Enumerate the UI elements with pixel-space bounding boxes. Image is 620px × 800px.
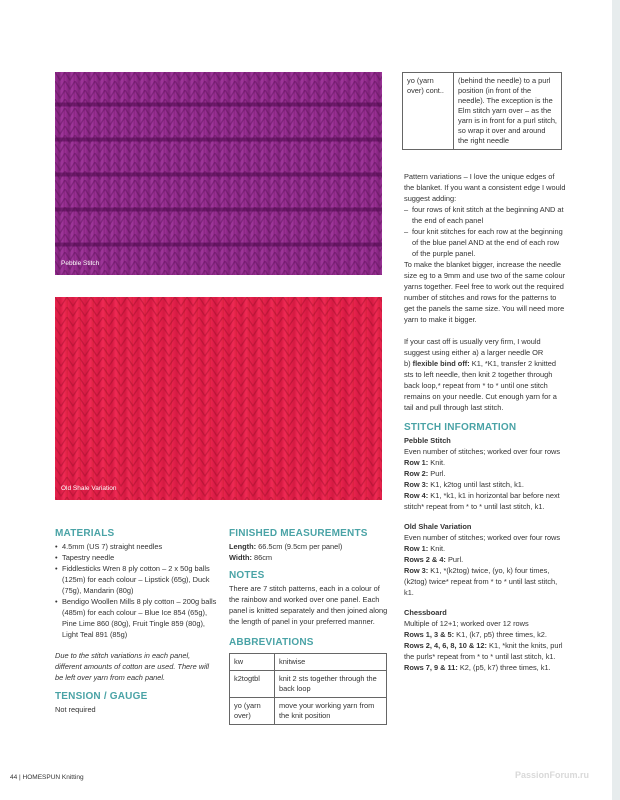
materials-note: Due to the stitch variations in each panel, different amounts of cotton are used. There will be left over yarn from each panel. xyxy=(55,651,210,682)
row-label: Row 2: xyxy=(404,469,429,478)
row-label: Row 1: xyxy=(404,458,429,467)
watermark: PassionForum.ru xyxy=(515,770,590,780)
materials-heading: MATERIALS xyxy=(55,528,115,539)
row-label: Row 3: xyxy=(404,480,429,489)
row-label: Rows 2 & 4: xyxy=(404,555,446,564)
chess-desc: Multiple of 12+1; worked over 12 rows xyxy=(404,619,529,628)
list-item: – four rows of knit stitch at the beginning AND at the end of each panel xyxy=(404,204,566,226)
row-text: Knit. xyxy=(430,458,446,467)
length-value: 66.5cm (9.5cm per panel) xyxy=(258,542,343,551)
chess-row-2 xyxy=(404,640,566,662)
stitch-info-heading: STITCH INFORMATION xyxy=(404,422,517,433)
abbr-term: kw xyxy=(230,654,275,671)
bigger-blanket-text: To make the blanket bigger, increase the needle size eg to a 9mm and use two of the same colour yarns together. Feel free to work out the required number of stitches and rows for the patterns to get the panels the same size. You will need more yarn to make it bigger. xyxy=(404,260,566,324)
materials-list xyxy=(55,541,217,640)
abbr-desc: knitwise xyxy=(275,654,387,671)
abbr-desc: move your working yarn from the knit position xyxy=(275,698,387,725)
cast-off-text-2 xyxy=(404,358,566,413)
row-label: Rows 2, 4, 6, 8, 10 & 12: xyxy=(404,641,487,650)
pebble-row-2 xyxy=(404,468,566,479)
table-row xyxy=(230,654,387,671)
abbr-term: yo (yarn over) cont.. xyxy=(403,73,454,150)
row-text: Purl. xyxy=(430,469,446,478)
page-edge-strip xyxy=(612,0,620,800)
abbr-term: k2togtbl xyxy=(230,671,275,698)
shale-title: Old Shale Variation xyxy=(404,522,472,531)
pebble-row-3 xyxy=(404,479,566,490)
list-item: • Bendigo Woollen Mills 8 ply cotton – 200g balls (485m) for each colour – Blue Ice 854 (65g), Pine Lime 860 (80g), Fruit Tingle 859 (80g), Light Teal 891 (85g) xyxy=(55,596,217,640)
shale-row-1 xyxy=(404,543,566,554)
row-label: Row 4: xyxy=(404,491,429,500)
chess-row-1 xyxy=(404,629,566,640)
pebble-desc: Even number of stitches; worked over four rows xyxy=(404,447,561,456)
row-label: Rows 7, 9 & 11: xyxy=(404,663,458,672)
shale-caption: Old Shale Variation xyxy=(61,485,117,492)
pebble-row-4 xyxy=(404,490,566,512)
row-label: Row 3: xyxy=(404,566,429,575)
shale-stitch-photo xyxy=(55,297,382,500)
chess-row-3 xyxy=(404,662,566,673)
lace-texture xyxy=(55,297,382,500)
pebble-caption: Pebble Stitch xyxy=(61,260,100,267)
shale-row-2 xyxy=(404,554,566,565)
list-item: – four knit stitches for each row at the beginning of the blue panel AND at the end of each row of the purple panel. xyxy=(404,226,566,259)
table-row xyxy=(403,73,562,150)
notes-text: There are 7 stitch patterns, each in a colour of the rainbow and worked over one panel. Each panel is knitted separately and then joined along the length of panel in your preferred manner. xyxy=(229,584,388,626)
table-row xyxy=(230,671,387,698)
page-footer-left: 44 | HOMESPUN Knitting xyxy=(10,774,84,781)
abbr-continued-table xyxy=(402,72,562,150)
list-item: • 4.5mm (US 7) straight needles xyxy=(55,541,217,552)
cast-off-instructions: K1, *K1, transfer 2 knitted sts to left needle, then knit 2 together through back loop,* repeat from * to * until one stitch remains on your needle. Cut enough yarn for a tail and pull through last stitch. xyxy=(404,359,557,412)
pattern-variations-intro: Pattern variations – I love the unique edges of the blanket. If you want a consistent edge I would suggest adding: xyxy=(404,172,566,203)
table-row xyxy=(230,698,387,725)
middle-column xyxy=(229,528,389,725)
row-text: K2, (p5, k7) three times, k1. xyxy=(459,663,551,672)
length-label: Length: xyxy=(229,542,257,551)
abbr-desc: (behind the needle) to a purl position (in front of the needle). The exception is the Elm stitch yarn over – as the yarn is in front for a purl stitch, so wrap it over and around the right needle xyxy=(454,73,562,150)
pebble-title: Pebble Stitch xyxy=(404,436,451,445)
row-text: K1, *knit the knits, purl the purls* repeat from * to * until last stitch, k1. xyxy=(404,641,563,661)
abbreviations-heading: ABBREVIATIONS xyxy=(229,637,314,648)
materials-column xyxy=(55,528,217,715)
abbr-term: yo (yarn over) xyxy=(230,698,275,725)
row-label: Row 1: xyxy=(404,544,429,553)
pebble-row-1 xyxy=(404,457,566,468)
shale-desc: Even number of stitches; worked over four rows xyxy=(404,533,561,542)
knit-texture xyxy=(55,72,382,275)
chess-title: Chessboard xyxy=(404,608,447,617)
list-item: • Tapestry needle xyxy=(55,552,217,563)
pattern-variations-list xyxy=(404,204,566,259)
finished-heading: FINISHED MEASUREMENTS xyxy=(229,528,368,539)
finished-length xyxy=(229,541,389,552)
finished-width xyxy=(229,552,389,563)
row-text: Purl. xyxy=(447,555,464,564)
row-text: K1, *k1, k1 in horizontal bar before next stitch* repeat from * to * until last stitch, k1. xyxy=(404,491,560,511)
cast-off-b-label: b) xyxy=(404,359,411,368)
width-label: Width: xyxy=(229,553,252,562)
width-value: 86cm xyxy=(253,553,273,562)
right-column xyxy=(404,171,566,673)
pebble-stitch-photo xyxy=(55,72,382,275)
shale-row-3 xyxy=(404,565,566,598)
row-text: Knit. xyxy=(430,544,446,553)
abbr-desc: knit 2 sts together through the back loop xyxy=(275,671,387,698)
tension-heading: TENSION / GAUGE xyxy=(55,691,148,702)
row-text: K1, (k7, p5) three times, k2. xyxy=(456,630,547,639)
row-text: K1, *(k2tog) twice, (yo, k) four times, (k2tog) twice* repeat from * to * until last stitch, k1. xyxy=(404,566,558,597)
row-label: Rows 1, 3 & 5: xyxy=(404,630,455,639)
list-item: • Fiddlesticks Wren 8 ply cotton – 2 x 50g balls (125m) for each colour – Lipstick (65g), Duck (75g), Mandarin (80g) xyxy=(55,563,217,596)
cast-off-text-1: If your cast off is usually very firm, I would suggest using either a) a larger needle OR xyxy=(404,337,544,357)
abbreviations-table xyxy=(229,653,387,725)
notes-heading: NOTES xyxy=(229,570,265,581)
row-text: K1, k2tog until last stitch, k1. xyxy=(430,480,524,489)
tension-text: Not required xyxy=(55,705,96,714)
cast-off-bold: flexible bind off: xyxy=(412,359,470,368)
